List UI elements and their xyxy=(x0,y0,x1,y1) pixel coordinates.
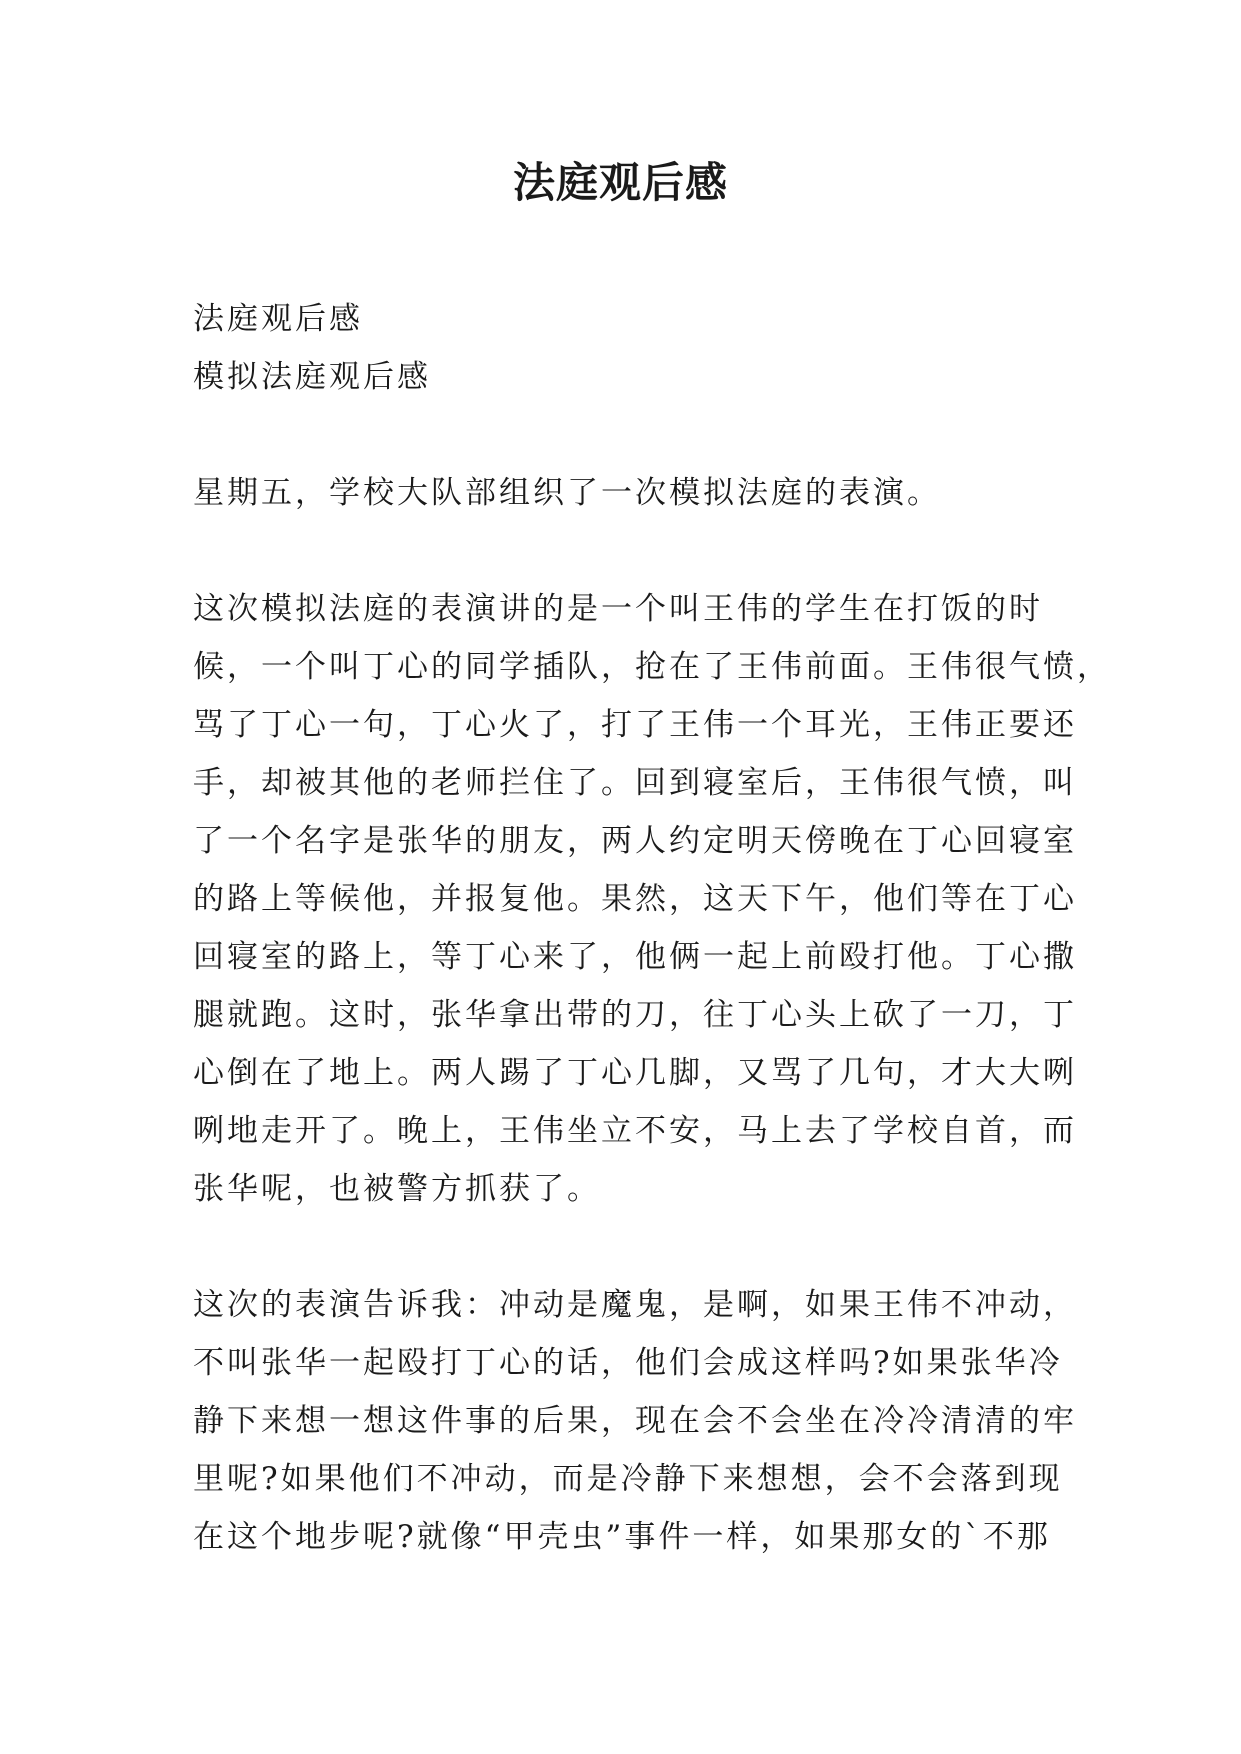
text-line: 回寝室的路上，等丁心来了，他俩一起上前殴打他。丁心撒 xyxy=(193,939,1077,975)
text-line: 在这个地步呢?就像“甲壳虫”事件一样，如果那女的`不那 xyxy=(193,1519,1051,1555)
paragraph-1 xyxy=(193,464,1063,522)
text-line: 里呢?如果他们不冲动，而是冷静下来想想，会不会落到现 xyxy=(193,1461,1063,1497)
text-line: 心倒在了地上。两人踢了丁心几脚，又骂了几句，才大大咧 xyxy=(193,1055,1077,1091)
text-line: 星期五，学校大队部组织了一次模拟法庭的表演。 xyxy=(193,475,941,511)
subtitle: 模拟法庭观后感 xyxy=(193,359,431,395)
paragraph-2 xyxy=(193,580,1111,1218)
text-line: 这次的表演告诉我：冲动是魔鬼，是啊，如果王伟不冲动， xyxy=(193,1287,1077,1323)
document-title: 法庭观后感 xyxy=(512,158,728,207)
paragraph-3 xyxy=(193,1276,1077,1566)
paragraph-gap xyxy=(193,406,1063,464)
text-line: 候，一个叫丁心的同学插队，抢在了王伟前面。王伟很气愤， xyxy=(193,649,1111,685)
text-line: 张华呢，也被警方抓获了。 xyxy=(193,1171,601,1207)
text-line: 的路上等候他，并报复他。果然，这天下午，他们等在丁心 xyxy=(193,881,1077,917)
text-line: 腿就跑。这时，张华拿出带的刀，往丁心头上砍了一刀，丁 xyxy=(193,997,1077,1033)
text-line: 咧地走开了。晚上，王伟坐立不安，马上去了学校自首，而 xyxy=(193,1113,1077,1149)
text-line: 骂了丁心一句，丁心火了，打了王伟一个耳光，王伟正要还 xyxy=(193,707,1077,743)
document-body xyxy=(193,290,1111,1566)
text-line: 这次模拟法庭的表演讲的是一个叫王伟的学生在打饭的时 xyxy=(193,591,1043,627)
text-line: 不叫张华一起殴打丁心的话，他们会成这样吗?如果张华冷 xyxy=(193,1345,1063,1381)
paragraph-gap xyxy=(193,1218,1063,1276)
text-line: 静下来想一想这件事的后果，现在会不会坐在冷冷清清的牢 xyxy=(193,1403,1077,1439)
text-line: 了一个名字是张华的朋友，两人约定明天傍晚在丁心回寝室 xyxy=(193,823,1077,859)
text-line: 手，却被其他的老师拦住了。回到寝室后，王伟很气愤，叫 xyxy=(193,765,1077,801)
paragraph-gap xyxy=(193,522,1063,580)
subtitle: 法庭观后感 xyxy=(193,301,363,337)
